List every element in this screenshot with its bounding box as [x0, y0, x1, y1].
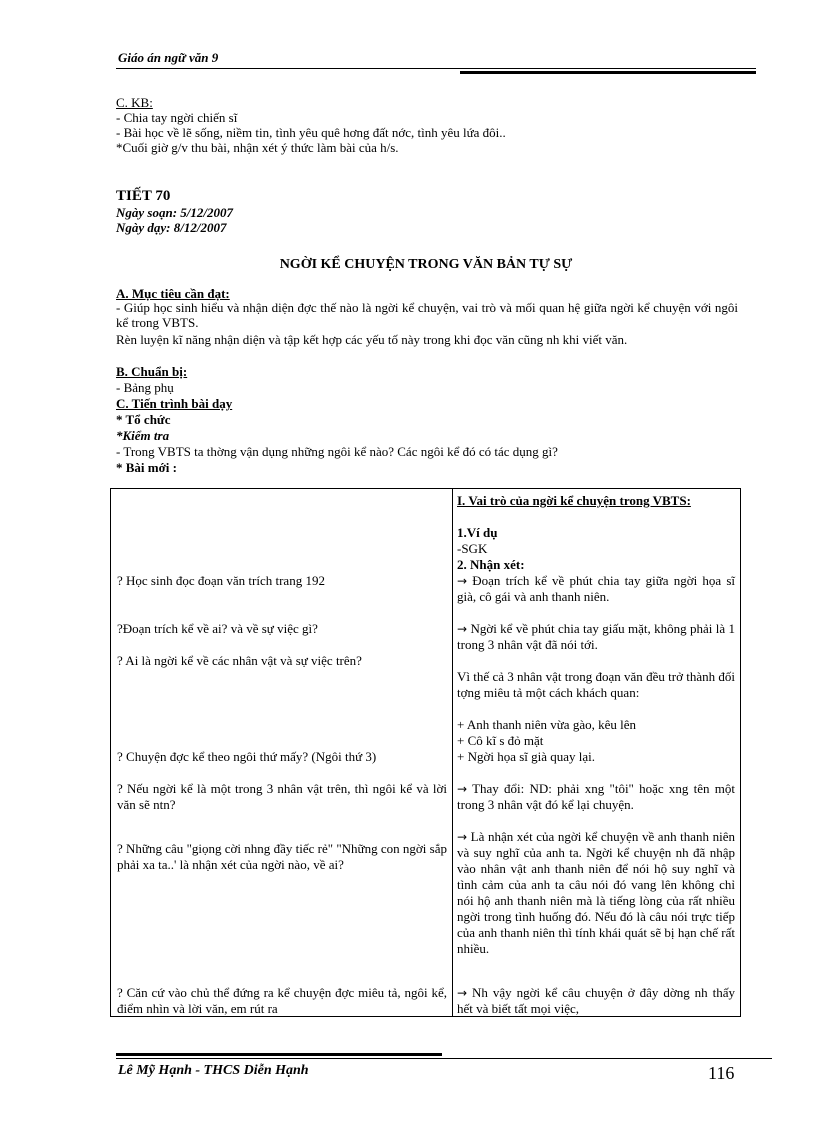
- footer-rule-thin: [116, 1058, 772, 1059]
- lesson-table: [110, 488, 741, 1017]
- question-6: ? Những câu "giọng cời nhng đầy tiếc rẻ" "Những con ngời sắp phải xa ta..' là nhận xét của ngời nào, về ai?: [117, 841, 447, 872]
- answer-5: + Cô kĩ s đỏ mặt: [457, 733, 544, 748]
- question-5: ? Nếu ngời kể là một trong 3 nhân vật trên, thì ngôi kể và lời văn sẽ ntn?: [117, 781, 447, 812]
- chuan-bi-heading: B. Chuẩn bị:: [116, 364, 188, 379]
- answer-3: Vì thế cả 3 nhân vật trong đoạn văn đều trở thành đối tợng miêu tả một cách khách quan:: [457, 669, 735, 700]
- arrow-icon: →: [457, 782, 468, 796]
- answer-8: → Là nhận xét của ngời kể chuyện về anh thanh niên và suy nghĩ của anh ta. Ngời kể chuyện nh đã nhập vào nhân vật anh thanh niên để nói hộ suy nghĩ và tình cảm của anh ta câu nói đó vang lên không chỉ nói hộ anh thanh niên mà là tiếng lòng của rất nhiều ngời trong tình huống đó. Nếu đó là câu nói trực tiếp của anh thanh niên thì tính khái quát sẽ bị hạn chế rất nhiều.: [457, 829, 735, 956]
- vidu-label: 1.Ví dụ: [457, 525, 498, 540]
- kb-line-1: - Chia tay ngời chiến sĩ: [116, 110, 238, 125]
- question-2: ?Đoạn trích kể về ai? và về sự việc gì?: [117, 621, 318, 636]
- muc-tieu-heading: A. Mục tiêu cần đạt:: [116, 286, 230, 301]
- answer-heading: I. Vai trò của ngời kể chuyện trong VBTS:: [457, 493, 691, 508]
- question-3: ? Ai là ngời kể về các nhân vật và sự việc trên?: [117, 653, 362, 668]
- muc-tieu-text-1: - Giúp học sinh hiểu và nhận diện đợc thế nào là ngời kể chuyện, vai trò và mối quan hệ giữa ngời kể chuyện với ngôi kể trong VBTS.: [116, 300, 738, 330]
- muc-tieu-text-2: Rèn luyện kĩ năng nhận diện và tập kết hợp các yếu tố này trong khi đọc văn cũng nh khi viết văn.: [116, 332, 628, 347]
- question-7: ? Căn cứ vào chủ thể đứng ra kể chuyện đợc miêu tả, ngôi kể, điểm nhìn và lời văn, em rút ra: [117, 985, 447, 1016]
- to-chuc: * Tổ chức: [116, 412, 171, 427]
- kb-heading: C. KB:: [116, 95, 153, 110]
- header-rule-thick: [460, 71, 756, 74]
- arrow-icon: →: [457, 574, 468, 588]
- ngay-day: Ngày dạy: 8/12/2007: [116, 220, 227, 235]
- answers-column: [453, 489, 741, 1017]
- footer-rule-thick: [116, 1053, 442, 1056]
- chuan-bi-item: - Bảng phụ: [116, 380, 174, 395]
- question-1: ? Học sinh đọc đoạn văn trích trang 192: [117, 573, 325, 588]
- header-rule-thin: [116, 68, 756, 69]
- kiem-tra-question: - Trong VBTS ta thờng vận dụng những ngôi kể nào? Các ngôi kể đó có tác dụng gì?: [116, 444, 558, 459]
- arrow-icon: →: [457, 986, 468, 1000]
- header-title: Giáo án ngữ văn 9: [118, 50, 219, 65]
- arrow-icon: →: [457, 622, 468, 636]
- arrow-icon: →: [457, 830, 468, 844]
- kiem-tra: *Kiểm tra: [116, 428, 170, 443]
- tiet-label: TIẾT 70: [116, 188, 171, 204]
- sgk-label: -SGK: [457, 541, 488, 556]
- footer-author: Lê Mỹ Hạnh - THCS Diễn Hạnh: [118, 1063, 309, 1078]
- question-4: ? Chuyện đợc kể theo ngôi thứ mấy? (Ngôi thứ 3): [117, 749, 377, 764]
- answer-1: → Đoạn trích kể về phút chia tay giữa ngời họa sĩ già, cô gái và anh thanh niên.: [457, 573, 736, 604]
- kb-line-3: *Cuối giờ g/v thu bài, nhận xét ý thức làm bài của h/s.: [116, 140, 399, 155]
- answer-9: → Nh vậy ngời kể câu chuyện ở đây dờng nh thấy hết và biết tất mọi việc,: [457, 985, 736, 1016]
- bai-moi: * Bài mới :: [116, 460, 178, 475]
- lesson-title: NGỜI KỂ CHUYỆN TRONG VĂN BẢN TỰ SỰ: [279, 257, 573, 272]
- answer-4: + Anh thanh niên vừa gào, kêu lên: [457, 717, 637, 732]
- answer-2: → Ngời kể về phút chia tay giấu mặt, không phải là 1 trong 3 nhân vật đã nói tới.: [457, 621, 735, 652]
- kb-line-2: - Bài học về lẽ sống, niềm tin, tình yêu quê hơng đất nớc, tình yêu lứa đôi..: [116, 125, 506, 140]
- page-number: 116: [708, 1063, 735, 1083]
- ngay-soan: Ngày soạn: 5/12/2007: [116, 205, 233, 220]
- questions-column: [111, 489, 453, 1017]
- answer-7: → Thay đổi: ND: phải xng "tôi" hoặc xng tên một trong 3 nhân vật đó kể lại chuyện.: [457, 781, 736, 812]
- tien-trinh-heading: C. Tiến trình bài dạy: [116, 396, 233, 411]
- answer-6: + Ngời họa sĩ già quay lại.: [457, 749, 596, 764]
- nhanxet-label: 2. Nhận xét:: [457, 557, 525, 572]
